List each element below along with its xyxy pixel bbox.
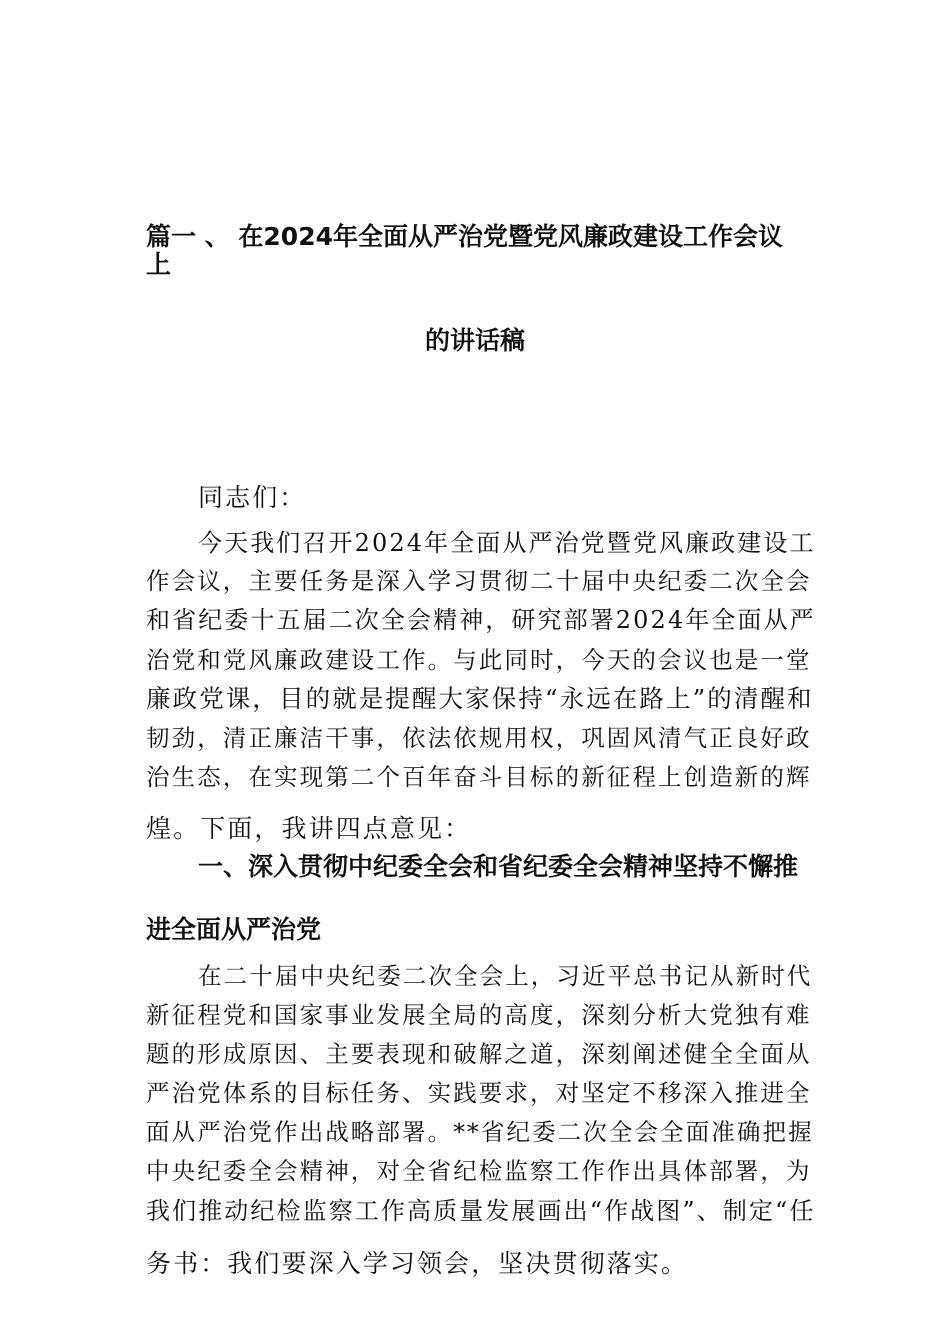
section-1-heading-line-1: 一、深入贯彻中纪委全会和省纪委全会精神坚持不懈推 [198,852,799,881]
paragraph-1-line: 今天我们召开2024年全面从严治党暨党风廉政建设工 [198,529,816,557]
paragraph-1-line: 和省纪委十五届二次全会精神，研究部署2024年全面从严 [146,606,816,634]
paragraph-2-line: 在二十届中央纪委二次全会上，习近平总书记从新时代 [198,962,813,990]
paragraph-1-line: 治生态，在实现第二个百年奋斗目标的新征程上创造新的辉 [146,763,812,791]
paragraph-1-line: 作会议，主要任务是深入学习贯彻二十届中央纪委二次全会 [146,567,812,595]
paragraph-2-line: 务书：我们要深入学习领会，坚决贯彻落实。 [146,1249,689,1278]
document-title-line-1: 篇一 、 在2024年全面从严治党暨党风廉政建设工作会议 [146,222,783,251]
paragraph-2-line: 题的形成原因、主要表现和破解之道，深刻阐述健全全面从 [146,1040,812,1068]
paragraph-2-line: 新征程党和国家事业发展全局的高度，深刻分析大党独有难 [146,1001,812,1029]
paragraph-1-line: 廉政党课，目的就是提醒大家保持“永远在路上”的清醒和 [146,684,814,713]
paragraph-2-line: 严治党体系的目标任务、实践要求，对坚定不移深入推进全 [146,1079,812,1107]
paragraph-2-line: 中央纪委全会精神，对全省纪检监察工作作出具体部署，为 [146,1157,812,1185]
paragraph-1-line: 治党和党风廉政建设工作。与此同时，今天的会议也是一堂 [146,646,812,674]
paragraph-2-line: 我们推动纪检监察工作高质量发展画出“作战图”、制定“任 [146,1197,816,1225]
document-title-line-3: 的讲话稿 [424,326,525,355]
document-title-line-2: 上 [146,250,172,279]
salutation: 同志们： [198,483,307,512]
paragraph-1-line: 煌。下面，我讲四点意见： [146,814,472,843]
paragraph-1-line: 韧劲，清正廉洁干事，依法依规用权，巩固风清气正良好政 [146,724,812,752]
paragraph-2-line: 面从严治党作出战略部署。**省纪委二次全会全面准确把握 [146,1118,814,1146]
section-1-heading-line-2: 进全面从严治党 [146,915,322,944]
